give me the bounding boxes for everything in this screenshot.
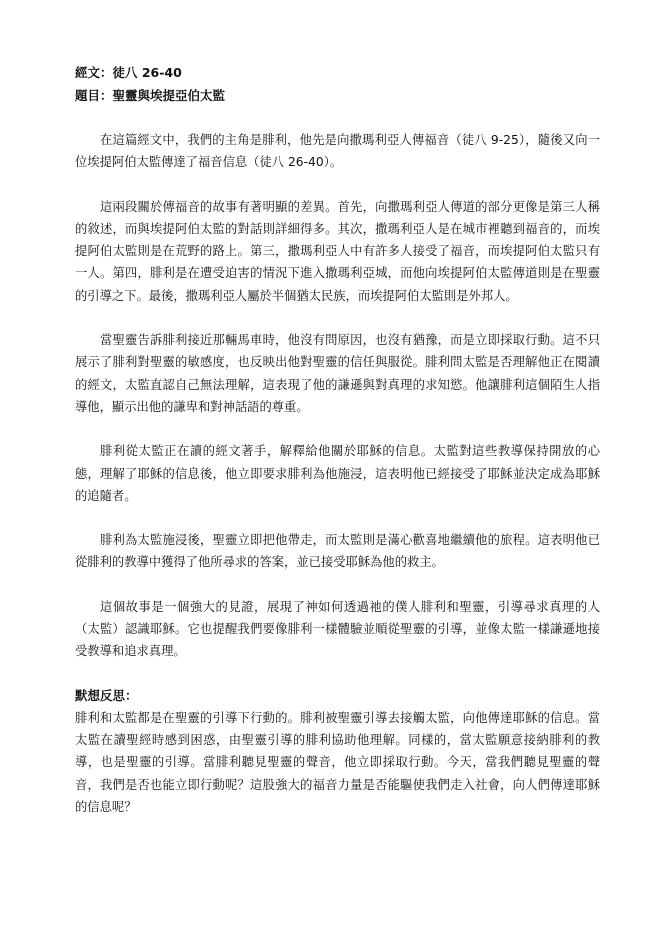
scripture-reference: 經文：徒八 26-40 [75,65,182,80]
paragraph-explanation: 腓利從太監正在讀的經文著手，解釋給他關於耶穌的信息。太監對這些教導保持開放的心態，理解了耶穌的信息後，他立即要求腓利為他施浸，這表明他已經接受了耶穌並決定成為耶穌的追隨者。 [75,444,600,503]
paragraph-intro: 在這篇經文中，我們的主角是腓利，他先是向撒瑪利亞人傳福音（徒八 9-25），隨後又向一位埃提阿伯太監傳達了福音信息（徒八 26-40）。 [75,133,600,170]
reflection-body: 腓利和太監都是在聖靈的引導下行動的。腓利被聖靈引導去接觸太監，向他傳達耶穌的信息。當太監在讀聖經時感到困惑，由聖靈引導的腓利協助他理解。同樣的，當太監願意接納腓利的教導，也是聖靈的引導。當腓利聽見聖靈的聲音，他立即採取行動。今天，當我們聽見聖靈的聲音，我們是否也能立即行動呢？這股強大的福音力量是否能驅使我們走入社會，向人們傳達耶穌的信息呢？ [75,710,600,814]
sermon-title: 題目：聖靈與埃提亞伯太監 [75,88,226,103]
paragraph-baptism: 腓利為太監施浸後，聖靈立即把他帶走，而太監則是滿心歡喜地繼續他的旅程。這表明他已從腓利的教導中獲得了他所尋求的答案，並已接受耶穌為他的救主。 [75,533,600,570]
reflection-heading: 默想反思： [75,687,138,703]
paragraph-differences: 這兩段關於傳福音的故事有著明顯的差異。首先，向撒瑪利亞人傳道的部分更像是第三人稱的敘述，而與埃提阿伯太監的對話則詳細得多。其次，撒瑪利亞人是在城市裡聽到福音的，而埃提阿伯太監則是在荒野的路上。第三，撒瑪利亞人中有許多人接受了福音，而埃提阿伯太監只有一人。第四，腓利是在遭受迫害的情況下進入撒瑪利亞城，而他向埃提阿伯太監傳道則是在聖靈的引導之下。最後，撒瑪利亞人屬於半個猶太民族，而埃提阿伯太監則是外邦人。 [75,199,600,303]
paragraph-obedience: 當聖靈告訴腓利接近那輛馬車時，他沒有問原因，也沒有猶豫，而是立即採取行動。這不只展示了腓利對聖靈的敏感度，也反映出他對聖靈的信任與服從。腓利問太監是否理解他正在閱讀的經文，太監直認自己無法理解，這表現了他的謙遜與對真理的求知慾。他讓腓利這個陌生人指導他，顯示出他的謙卑和對神話語的尊重。 [75,333,600,414]
paragraph-testimony: 這個故事是一個強大的見證，展現了神如何透過祂的僕人腓利和聖靈，引導尋求真理的人（太監）認識耶穌。它也提醒我們要像腓利一樣體驗並順從聖靈的引導，並像太監一樣謙遜地接受教導和追求真理。 [75,599,600,659]
document-content [75,61,600,818]
